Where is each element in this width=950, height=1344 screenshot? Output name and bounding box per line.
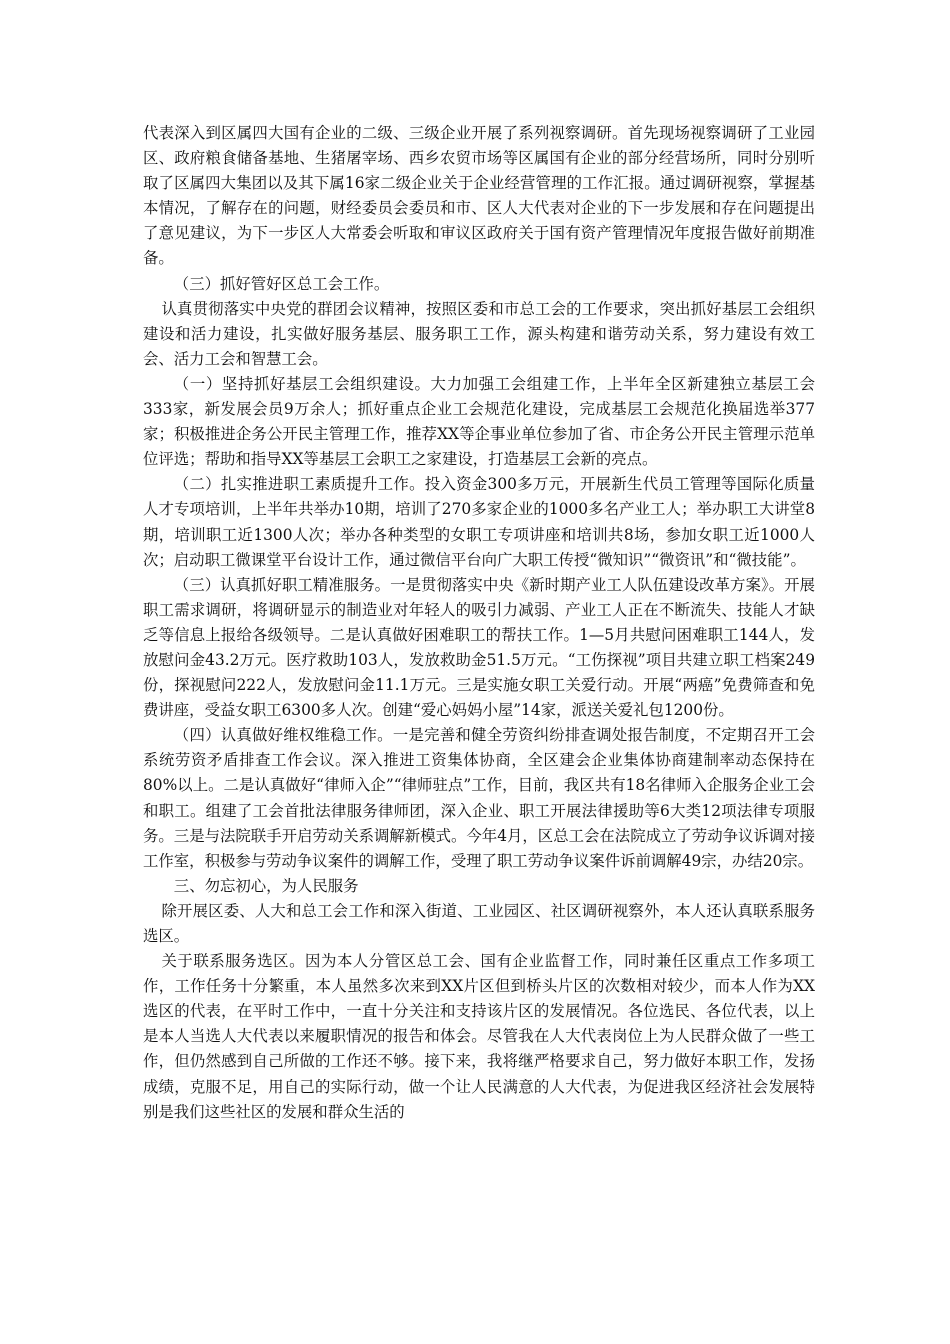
paragraph-1: 代表深入到区属四大国有企业的二级、三级企业开展了系列视察调研。首先现场视察调研了工业园区、政府粮食储备基地、生猪屠宰场、西乡农贸市场等区属国有企业的部分经营场所，同时分别听取了区属四大集团以及其下属16家二级企业关于企业经营管理的工作汇报。通过调研视察，掌握基本情况，了解存在的问题，财经委员会委员和市、区人大代表对企业的下一步发展和存在问题提出了意见建议，为下一步区人大常委会听取和审议区政府关于国有资产管理情况年度报告做好前期准备。 — [143, 124, 815, 268]
chapter-heading-3: 三、勿忘初心，为人民服务 — [173, 876, 359, 895]
paragraph-item-1: （一）坚持抓好基层工会组织建设。大力加强工会组建工作，上半年全区新建独立基层工会333家，新发展会员9万余人；抓好重点企业工会规范化建设，完成基层工会规范化换届选举377家；积极推进企务公开民主管理工作，推荐XX等企事业单位参加了省、市企务公开民主管理示范单位评选；帮助和指导XX等基层工会职工之家建设，打造基层工会新的亮点。 — [143, 374, 815, 469]
document-body — [143, 121, 815, 1125]
section-heading-3: （三）抓好管好区总工会工作。 — [173, 274, 390, 293]
paragraph-item-4: （四）认真做好维权维稳工作。一是完善和健全劳资纠纷排查调处报告制度，不定期召开工会系统劳资矛盾排查工作会议。深入推进工资集体协商，全区建会企业集体协商建制率动态保持在80%以上。二是认真做好“律师入企”“律师驻点”工作，目前，我区共有18名律师入企服务企业工会和职工。组建了工会首批法律服务律师团，深入企业、职工开展法律援助等6大类12项法律专项服务。三是与法院联手开启劳动关系调解新模式。今年4月，区总工会在法院成立了劳动争议诉调对接工作室，积极参与劳动争议案件的调解工作，受理了职工劳动争议案件诉前调解49宗，办结20宗。 — [143, 726, 815, 870]
paragraph-constituency: 关于联系服务选区。因为本人分管区总工会、国有企业监督工作，同时兼任区重点工作多项工作，工作任务十分繁重，本人虽然多次来到XX片区但到桥头片区的次数相对较少，而本人作为XX选区的代表，在平时工作中，一直十分关注和支持该片区的发展情况。各位选民、各位代表，以上是本人当选人大代表以来履职情况的报告和体会。尽管我在人大代表岗位上为人民群众做了一些工作，但仍然感到自己所做的工作还不够。接下来，我将继严格要求自己，努力做好本职工作，发扬成绩，克服不足，用自己的实际行动，做一个让人民满意的人大代表，为促进我区经济社会发展特别是我们这些社区的发展和群众生活的 — [143, 952, 815, 1121]
paragraph-intro: 认真贯彻落实中央党的群团会议精神，按照区委和市总工会的工作要求，突出抓好基层工会组织建设和活力建设，扎实做好服务基层、服务职工工作，源头构建和谐劳动关系，努力建设有效工会、活力工会和智慧工会。 — [143, 299, 815, 368]
paragraph-item-3: （三）认真抓好职工精准服务。一是贯彻落实中央《新时期产业工人队伍建设改革方案》。开展职工需求调研，将调研显示的制造业对年轻人的吸引力减弱、产业工人正在不断流失、技能人才缺乏等信息上报给各级领导。二是认真做好困难职工的帮扶工作。1—5月共慰问困难职工144人，发放慰问金43.2万元。医疗救助103人，发放救助金51.5万元。“工伤探视”项目共建立职工档案249份，探视慰问222人，发放慰问金11.1万元。三是实施女职工关爱行动。开展“两癌”免费筛查和免费讲座，受益女职工6300多人次。创建“爱心妈妈小屋”14家，派送关爱礼包1200份。 — [143, 575, 815, 720]
paragraph-item-2: （二）扎实推进职工素质提升工作。投入资金300多万元，开展新生代员工管理等国际化质量人才专项培训，上半年共举办10期，培训了270多家企业的1000多名产业工人；举办职工大讲堂8期，培训职工近1300人次；举办各种类型的女职工专项讲座和培训共8场，参加女职工近1000人次；启动职工微课堂平台设计工作，通过微信平台向广大职工传授“微知识”“微资讯”和“微技能”。 — [143, 475, 815, 569]
paragraph-service: 除开展区委、人大和总工会工作和深入街道、工业园区、社区调研视察外，本人还认真联系服务选区。 — [143, 901, 815, 945]
